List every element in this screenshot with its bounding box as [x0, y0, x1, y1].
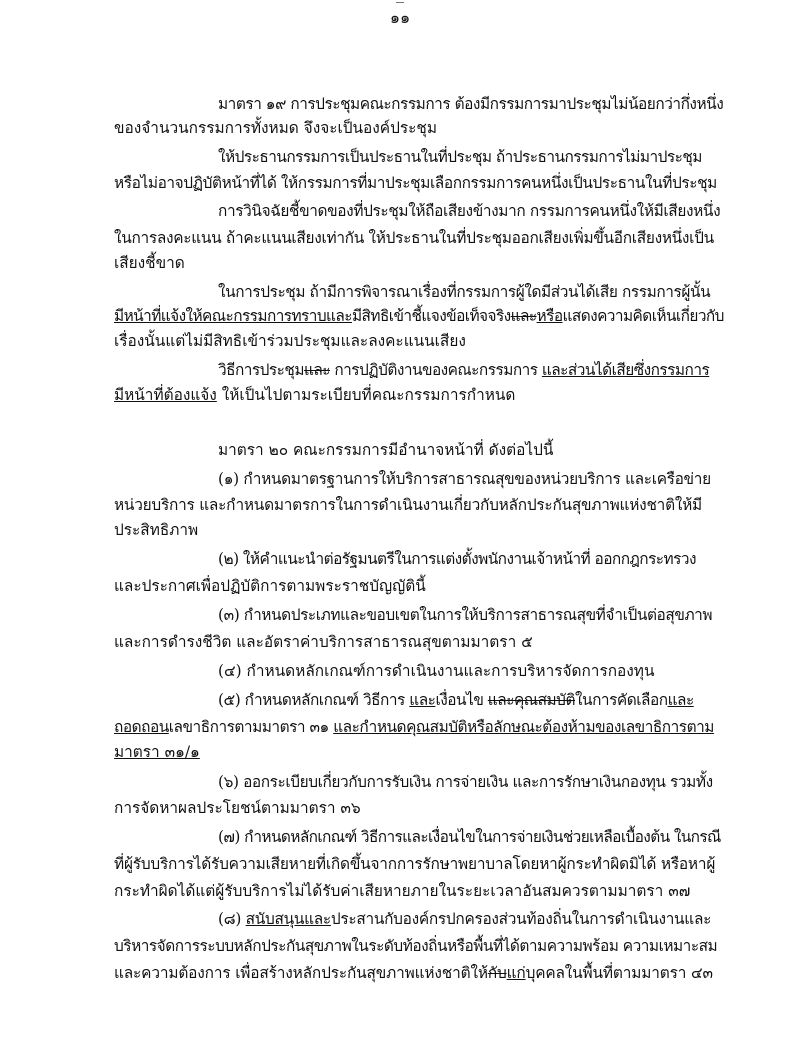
text-segment: (๑) กำหนดมาตรฐานการให้บริการสาธารณสุขของหน่วยบริการ และเครือข่าย — [218, 470, 711, 488]
text-line — [218, 359, 709, 381]
text-segment: ที่ผู้รับบริการได้รับความเสียหายที่เกิดขึ้นจากการรักษาพยาบาลโดยหาผู้กระทำผิดมิได้ หรือหาผู้ — [114, 855, 716, 873]
text-line — [218, 604, 712, 626]
text-line — [114, 305, 724, 327]
underlined-text: และ — [409, 691, 436, 709]
text-line — [114, 631, 533, 653]
text-segment: (๘) — [218, 910, 246, 928]
text-line — [114, 741, 200, 763]
text-line — [114, 716, 714, 738]
underlined-text: และ — [667, 691, 694, 709]
text-segment: มาตรา ๑๙ การประชุมคณะกรรมการ ต้องมีกรรมการมาประชุมไม่น้อยกว่ากึ่งหนึ่ง — [218, 95, 724, 113]
struck-text: กับ — [487, 964, 507, 982]
text-segment: หรือไม่อาจปฏิบัติหน้าที่ได้ ให้กรรมการที่มาประชุมเลือกกรรมการคนหนึ่งเป็นประธานในที่ประชุม — [114, 174, 717, 192]
header-mark — [396, 2, 404, 3]
text-line — [114, 880, 690, 902]
underlined-text: แก่ — [506, 964, 526, 982]
underlined-text: ถอดถอน — [114, 718, 169, 736]
struck-text: และคุณสมบัติ — [487, 691, 575, 709]
text-line — [218, 660, 654, 682]
text-line — [218, 771, 713, 793]
text-segment: (๖) ออกระเบียบเกี่ยวกับการรับเงิน การจ่ายเงิน และการรักษาเงินกองทุน รวมทั้ง — [218, 773, 713, 791]
struck-text: และ — [303, 361, 331, 379]
text-segment: บุคคลในพื้นที่ตามมาตรา ๔๓ — [525, 964, 713, 982]
text-line — [114, 494, 702, 516]
text-line — [114, 227, 714, 249]
text-segment: ในการคัดเลือก — [575, 691, 668, 709]
page-number: ๑๑ — [389, 8, 411, 27]
text-line — [114, 117, 437, 139]
underlined-text: และกำหนดคุณสมบัติหรือลักษณะต้องห้ามของเลขาธิการตาม — [333, 718, 714, 736]
text-segment: กระทำผิดได้แต่ผู้รับบริการไม่ได้รับค่าเสียหายภายในระยะเวลาอันสมควรตามมาตรา ๓๗ — [114, 882, 691, 900]
text-line — [114, 519, 198, 541]
text-segment: ให้ประธานกรรมการเป็นประธานในที่ประชุม ถ้าประธานกรรมการไม่มาประชุม — [218, 148, 702, 166]
text-line — [218, 468, 711, 490]
text-line — [218, 93, 723, 115]
text-line — [114, 797, 361, 819]
text-line — [218, 146, 702, 168]
text-segment: ประสิทธิภาพ — [114, 521, 199, 539]
text-segment: หน่วยบริการ และกำหนดมาตรการในการดำเนินงานเกี่ยวกับหลักประกันสุขภาพแห่งชาติให้มี — [114, 496, 702, 514]
text-segment: (๓) กำหนดประเภทและขอบเขตในการให้บริการสาธารณสุขที่จำเป็นต่อสุขภาพ — [218, 606, 713, 624]
text-segment: ให้เป็นไปตามระเบียบที่คณะกรรมการกำหนด — [216, 386, 516, 404]
text-segment: เสียงชี้ขาด — [114, 254, 185, 272]
text-line — [114, 935, 717, 957]
text-segment: มีสิทธิเข้าชี้แจงข้อเท็จจริง — [351, 307, 511, 325]
text-line — [218, 908, 711, 930]
text-segment: การวินิจฉัยชี้ขาดของที่ประชุมให้ถือเสียงข้างมาก กรรมการคนหนึ่งให้มีเสียงหนึ่ง — [218, 202, 721, 220]
text-line — [218, 548, 696, 570]
underlined-text: มีหน้าที่แจ้งให้คณะกรรมการทราบและ — [114, 307, 352, 325]
text-segment: ในการลงคะแนน ถ้าคะแนนเสียงเท่ากัน ให้ประธานในที่ประชุมออกเสียงเพิ่มขึ้นอีกเสียงหนึ่งเป็น — [114, 229, 714, 247]
text-segment: แสดงความคิดเห็นเกี่ยวกับ — [562, 307, 724, 325]
text-segment: และประกาศเพื่อปฏิบัติการตามพระราชบัญญัตินี้ — [114, 577, 426, 595]
text-segment: (๔) กำหนดหลักเกณฑ์การดำเนินงานและการบริหารจัดการกองทุน — [218, 662, 655, 680]
text-segment: เงื่อนไข — [435, 691, 488, 709]
text-line — [114, 962, 713, 984]
text-line — [218, 439, 553, 461]
text-line — [114, 172, 717, 194]
text-segment: (๒) ให้คำแนะนำต่อรัฐมนตรีในการแต่งตั้งพนักงานเจ้าหน้าที่ ออกกฎกระทรวง — [218, 550, 696, 568]
text-segment: วิธีการประชุม — [218, 361, 304, 379]
text-segment: มาตรา ๒๐ คณะกรรมการมีอำนาจหน้าที่ ดังต่อไปนี้ — [218, 441, 554, 459]
underlined-text: มีหน้าที่ต้องแจ้ง — [114, 386, 217, 404]
text-line — [218, 200, 720, 222]
text-segment: ในการประชุม ถ้ามีการพิจารณาเรื่องที่กรรมการผู้ใดมีส่วนได้เสีย กรรมการผู้นั้น — [218, 283, 711, 301]
text-segment: เลขาธิการตามมาตรา ๓๑ — [168, 718, 334, 736]
text-line — [218, 689, 694, 711]
text-line — [114, 575, 426, 597]
text-segment: และการดำรงชีวิต และอัตราค่าบริการสาธารณสุขตามมาตรา ๕ — [114, 633, 533, 651]
underlined-text: และส่วนได้เสียซึ่งกรรมการ — [541, 361, 710, 379]
text-line — [114, 384, 515, 406]
text-segment: การจัดหาผลประโยชน์ตามมาตรา ๓๖ — [114, 799, 361, 817]
text-segment: เรื่องนั้นแต่ไม่มีสิทธิเข้าร่วมประชุมและลงคะแนนเสียง — [114, 332, 466, 350]
struck-text: และ — [510, 307, 537, 325]
text-line — [114, 330, 466, 352]
text-line — [218, 281, 710, 303]
text-segment: (๕) กำหนดหลักเกณฑ์ วิธีการ — [218, 691, 410, 709]
text-line — [114, 252, 185, 274]
text-line — [218, 826, 721, 848]
text-segment: ของจำนวนกรรมการทั้งหมด จึงจะเป็นองค์ประชุม — [114, 119, 438, 137]
text-line — [114, 853, 715, 875]
underlined-text: หรือ — [536, 307, 563, 325]
underlined-text: มาตรา ๓๑/๑ — [114, 743, 200, 761]
text-segment: บริหารจัดการระบบหลักประกันสุขภาพในระดับท้องถิ่นหรือพื้นที่ได้ตามความพร้อม ความเหมาะสม — [114, 937, 718, 955]
underlined-text: สนับสนุนและ — [245, 910, 331, 928]
text-segment: (๗) กำหนดหลักเกณฑ์ วิธีการและเงื่อนไขในการจ่ายเงินช่วยเหลือเบื้องต้น ในกรณี — [218, 828, 721, 846]
text-segment: การปฏิบัติงานของคณะกรรมการ — [330, 361, 542, 379]
text-segment: และความต้องการ เพื่อสร้างหลักประกันสุขภาพแห่งชาติให้ — [114, 964, 488, 982]
text-segment: ประสานกับองค์กรปกครองส่วนท้องถิ่นในการดำเนินงานและ — [330, 910, 712, 928]
